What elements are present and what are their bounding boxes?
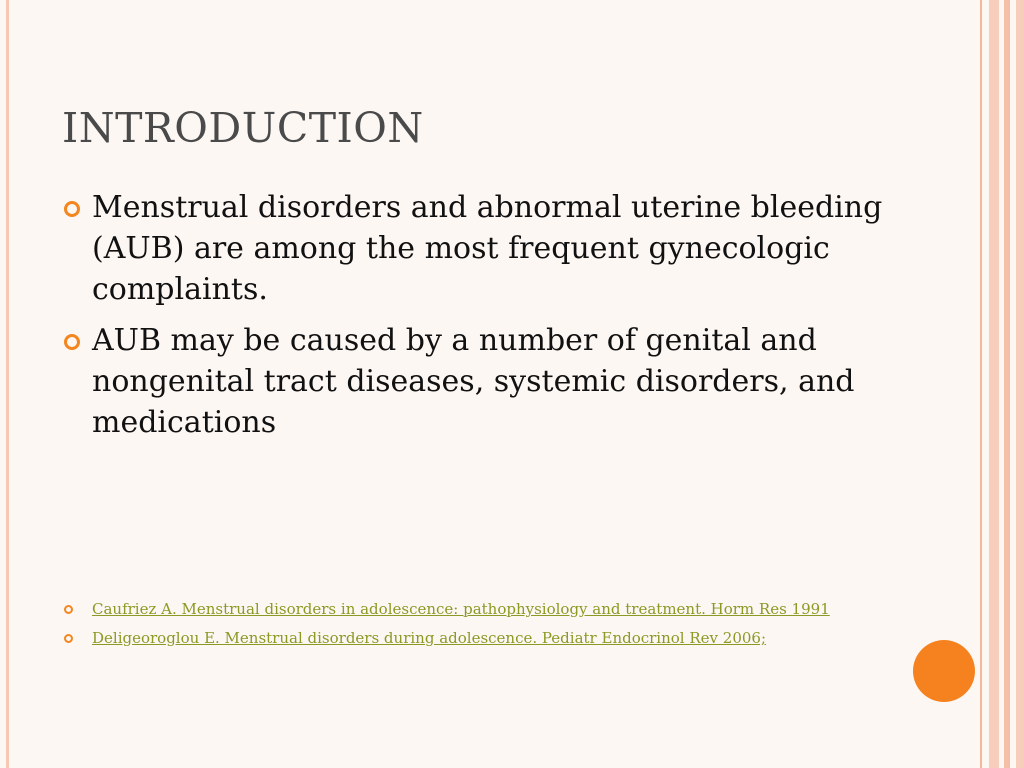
bullet-text: Menstrual disorders and abnormal uterine bleeding (AUB) are among the most frequent gynecologic complaints. [92, 190, 883, 307]
reference-item [60, 624, 920, 653]
bullet-circle-icon [64, 201, 80, 217]
bullet-item [60, 320, 920, 443]
decorative-orange-circle [913, 640, 975, 702]
bullet-circle-icon [64, 605, 73, 614]
bullet-text: AUB may be caused by a number of genital and nongenital tract diseases, systemic disorders, and medications [92, 323, 855, 440]
reference-item [60, 595, 920, 624]
right-frame-stripe [980, 0, 982, 768]
bullet-item [60, 187, 920, 310]
bullet-circle-icon [64, 634, 73, 643]
reference-link[interactable]: Caufriez A. Menstrual disorders in adolescence: pathophysiology and treatment. Horm Res 1991 [92, 600, 830, 618]
bullet-list [60, 187, 920, 453]
right-frame-stripe [989, 0, 999, 768]
reference-link[interactable]: Deligeoroglou E. Menstrual disorders during adolescence. Pediatr Endocrinol Rev 2006; [92, 629, 767, 647]
right-frame-stripe [1016, 0, 1024, 768]
right-frame-stripe [1004, 0, 1010, 768]
reference-list [60, 595, 920, 653]
left-border-line [6, 0, 9, 768]
slide-title: INTRODUCTION [62, 104, 424, 152]
bullet-circle-icon [64, 334, 80, 350]
